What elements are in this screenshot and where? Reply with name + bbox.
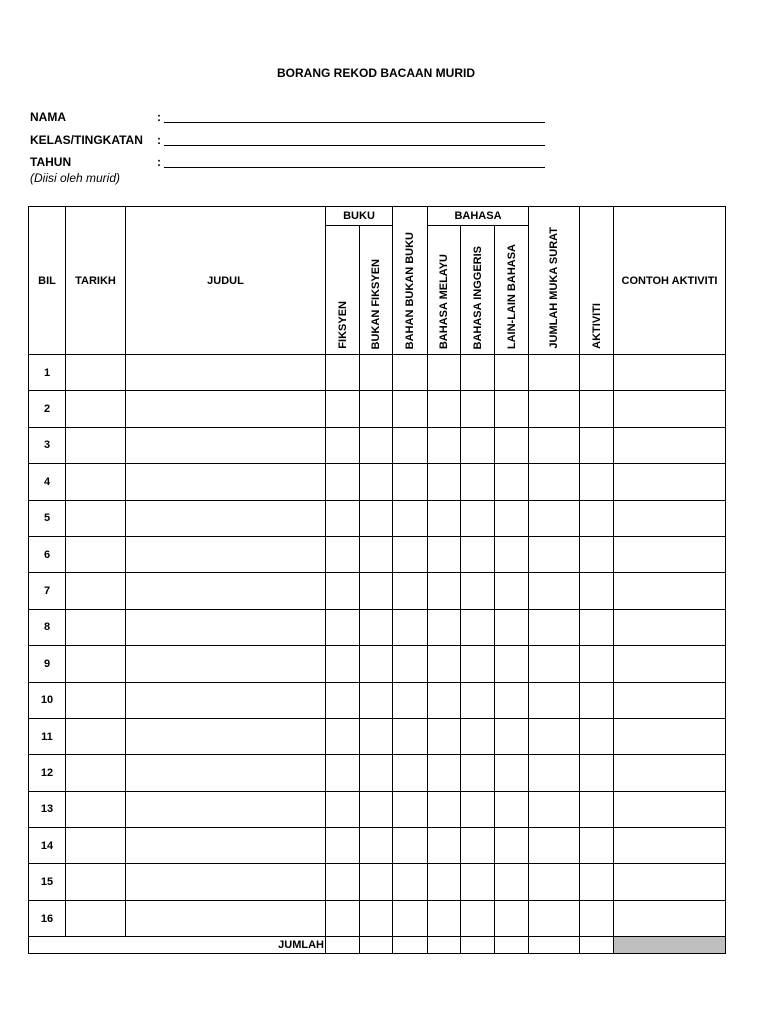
judul-cell[interactable] [126,791,326,827]
header-bahasa: BAHASA [428,207,529,226]
judul-cell[interactable] [126,646,326,682]
header-bukan-fiksyen-label: BUKAN FIKSYEN [370,258,382,349]
aktiviti-cell[interactable] [580,355,614,391]
tahun-field[interactable] [164,167,545,168]
bahan-bukan-buku-cell[interactable] [393,536,428,572]
jumlah-fiksyen-cell[interactable] [326,937,360,954]
tarikh-cell[interactable] [66,682,126,718]
fiksyen-cell[interactable] [326,355,360,391]
field-colon-kelas: : [157,133,161,147]
lain-lain-bahasa-cell[interactable] [495,791,529,827]
row-number: 3 [29,427,66,463]
jumlah-muka-surat-cell[interactable] [529,900,580,936]
tarikh-cell[interactable] [66,573,126,609]
bahan-bukan-buku-cell[interactable] [393,791,428,827]
bukan-fiksyen-cell[interactable] [360,536,393,572]
fiksyen-cell[interactable] [326,755,360,791]
bahasa-inggeris-cell[interactable] [461,464,495,500]
aktiviti-cell[interactable] [580,573,614,609]
bahan-bukan-buku-cell[interactable] [393,427,428,463]
lain-lain-bahasa-cell[interactable] [495,755,529,791]
header-bahan-bukan-buku-label: BAHAN BUKAN BUKU [404,231,416,349]
table-row [29,755,726,791]
bukan-fiksyen-cell[interactable] [360,391,393,427]
tarikh-cell[interactable] [66,464,126,500]
bahasa-inggeris-cell[interactable] [461,755,495,791]
field-colon-tahun: : [157,155,161,169]
row-number: 13 [29,791,66,827]
table-body [29,355,726,937]
bahasa-melayu-cell[interactable] [428,391,461,427]
lain-lain-bahasa-cell[interactable] [495,464,529,500]
tarikh-cell[interactable] [66,427,126,463]
lain-lain-bahasa-cell[interactable] [495,900,529,936]
bukan-fiksyen-cell[interactable] [360,718,393,754]
bahasa-melayu-cell[interactable] [428,718,461,754]
header-aktiviti [580,207,614,355]
contoh-aktiviti-cell[interactable] [614,646,726,682]
table-row [29,864,726,900]
contoh-aktiviti-cell[interactable] [614,464,726,500]
contoh-aktiviti-cell[interactable] [614,500,726,536]
contoh-aktiviti-cell[interactable] [614,718,726,754]
bahasa-inggeris-cell[interactable] [461,427,495,463]
row-number: 2 [29,391,66,427]
reading-record-table [28,206,726,954]
contoh-aktiviti-cell[interactable] [614,900,726,936]
lain-lain-bahasa-cell[interactable] [495,500,529,536]
bahan-bukan-buku-cell[interactable] [393,682,428,718]
table-row [29,718,726,754]
bukan-fiksyen-cell[interactable] [360,464,393,500]
row-number: 9 [29,646,66,682]
jumlah-muka-surat-cell[interactable] [529,573,580,609]
bahan-bukan-buku-cell[interactable] [393,755,428,791]
bahasa-inggeris-cell[interactable] [461,864,495,900]
bahasa-inggeris-cell[interactable] [461,609,495,645]
bukan-fiksyen-cell[interactable] [360,427,393,463]
bahasa-melayu-cell[interactable] [428,464,461,500]
bahasa-melayu-cell[interactable] [428,609,461,645]
form-title: BORANG REKOD BACAAN MURID [277,66,475,80]
row-number: 8 [29,609,66,645]
lain-lain-bahasa-cell[interactable] [495,573,529,609]
bahan-bukan-buku-cell[interactable] [393,646,428,682]
bahan-bukan-buku-cell[interactable] [393,609,428,645]
jumlah-muka-surat-cell[interactable] [529,682,580,718]
jumlah-muka-surat-cell[interactable] [529,536,580,572]
bahan-bukan-buku-cell[interactable] [393,828,428,864]
header-bahasa-inggeris-label: BAHASA INGGERIS [471,245,484,349]
jumlah-muka-surat-cell[interactable] [529,355,580,391]
fiksyen-cell[interactable] [326,864,360,900]
bahasa-inggeris-cell[interactable] [461,900,495,936]
aktiviti-cell[interactable] [580,646,614,682]
table-row [29,828,726,864]
bahan-bukan-buku-cell[interactable] [393,573,428,609]
lain-lain-bahasa-cell[interactable] [495,682,529,718]
jumlah-lain-lain-bahasa-cell[interactable] [495,937,529,954]
judul-cell[interactable] [126,755,326,791]
bahan-bukan-buku-cell[interactable] [393,464,428,500]
contoh-aktiviti-cell[interactable] [614,828,726,864]
jumlah-muka-surat-cell[interactable] [529,646,580,682]
field-label-tahun: TAHUN [30,155,72,169]
field-colon-nama: : [157,110,161,124]
jumlah-muka-surat-cell[interactable] [529,791,580,827]
aktiviti-cell[interactable] [580,464,614,500]
bukan-fiksyen-cell[interactable] [360,609,393,645]
header-jumlah-muka-surat [529,207,580,355]
jumlah-aktiviti-cell[interactable] [580,937,614,954]
table-row [29,391,726,427]
bahasa-inggeris-cell[interactable] [461,391,495,427]
aktiviti-cell[interactable] [580,755,614,791]
aktiviti-cell[interactable] [580,791,614,827]
tarikh-cell[interactable] [66,900,126,936]
tarikh-cell[interactable] [66,536,126,572]
fiksyen-cell[interactable] [326,573,360,609]
fiksyen-cell[interactable] [326,646,360,682]
aktiviti-cell[interactable] [580,682,614,718]
row-number: 11 [29,718,66,754]
bukan-fiksyen-cell[interactable] [360,646,393,682]
jumlah-muka-surat-cell[interactable] [529,828,580,864]
tarikh-cell[interactable] [66,500,126,536]
judul-cell[interactable] [126,355,326,391]
contoh-aktiviti-cell[interactable] [614,355,726,391]
header-bahasa-inggeris [461,226,495,355]
header-bahasa-melayu [428,226,461,355]
judul-cell[interactable] [126,828,326,864]
bahan-bukan-buku-cell[interactable] [393,500,428,536]
header-tarikh: TARIKH [66,207,126,355]
contoh-aktiviti-cell[interactable] [614,536,726,572]
bukan-fiksyen-cell[interactable] [360,682,393,718]
fiksyen-cell[interactable] [326,718,360,754]
fiksyen-cell[interactable] [326,536,360,572]
bahasa-inggeris-cell[interactable] [461,355,495,391]
jumlah-label: JUMLAH [29,937,326,954]
row-number: 14 [29,828,66,864]
tarikh-cell[interactable] [66,828,126,864]
header-aktiviti-label: AKTIVITI [590,303,603,349]
header-jumlah-muka-surat-label: JUMLAH MUKA SURAT [548,227,561,349]
table-row [29,900,726,936]
bahan-bukan-buku-cell[interactable] [393,355,428,391]
bahan-bukan-buku-cell[interactable] [393,900,428,936]
judul-cell[interactable] [126,609,326,645]
contoh-aktiviti-cell[interactable] [614,682,726,718]
tarikh-cell[interactable] [66,609,126,645]
form-note: (Diisi oleh murid) [30,171,121,185]
fiksyen-cell[interactable] [326,828,360,864]
fiksyen-cell[interactable] [326,609,360,645]
jumlah-bukan-fiksyen-cell[interactable] [360,937,393,954]
jumlah-bahan-bukan-buku-cell[interactable] [393,937,428,954]
bukan-fiksyen-cell[interactable] [360,573,393,609]
aktiviti-cell[interactable] [580,900,614,936]
bahan-bukan-buku-cell[interactable] [393,391,428,427]
jumlah-muka-surat-cell[interactable] [529,464,580,500]
bukan-fiksyen-cell[interactable] [360,755,393,791]
contoh-aktiviti-cell[interactable] [614,427,726,463]
lain-lain-bahasa-cell[interactable] [495,427,529,463]
row-number: 10 [29,682,66,718]
bahasa-inggeris-cell[interactable] [461,791,495,827]
bahasa-melayu-cell[interactable] [428,755,461,791]
field-label-kelas: KELAS/TINGKATAN [30,133,143,147]
jumlah-bahasa-inggeris-cell[interactable] [461,937,495,954]
bahasa-inggeris-cell[interactable] [461,536,495,572]
table-row [29,609,726,645]
aktiviti-cell[interactable] [580,500,614,536]
field-label-nama: NAMA [30,110,66,124]
table-row [29,464,726,500]
fiksyen-cell[interactable] [326,427,360,463]
row-number: 12 [29,755,66,791]
table-row [29,427,726,463]
bahasa-melayu-cell[interactable] [428,900,461,936]
jumlah-muka-surat-cell[interactable] [529,500,580,536]
table-row [29,355,726,391]
header-bahan-bukan-buku [393,207,428,355]
row-number: 4 [29,464,66,500]
fiksyen-cell[interactable] [326,900,360,936]
contoh-aktiviti-cell[interactable] [614,791,726,827]
bukan-fiksyen-cell[interactable] [360,900,393,936]
table-row [29,573,726,609]
jumlah-muka-surat-cell[interactable] [529,718,580,754]
bahasa-melayu-cell[interactable] [428,500,461,536]
aktiviti-cell[interactable] [580,427,614,463]
jumlah-muka-surat-cell[interactable] [529,864,580,900]
row-number: 16 [29,900,66,936]
bahasa-melayu-cell[interactable] [428,682,461,718]
bahasa-melayu-cell[interactable] [428,791,461,827]
fiksyen-cell[interactable] [326,791,360,827]
header-fiksyen-label: FIKSYEN [336,301,349,349]
jumlah-muka-surat-cell[interactable] [529,937,580,954]
tarikh-cell[interactable] [66,718,126,754]
bahasa-inggeris-cell[interactable] [461,646,495,682]
table-row [29,791,726,827]
header-judul: JUDUL [126,207,326,355]
bahasa-melayu-cell[interactable] [428,427,461,463]
header-bukan-fiksyen [360,226,393,355]
aktiviti-cell[interactable] [580,718,614,754]
lain-lain-bahasa-cell[interactable] [495,864,529,900]
contoh-aktiviti-cell[interactable] [614,573,726,609]
judul-cell[interactable] [126,682,326,718]
row-number: 15 [29,864,66,900]
judul-cell[interactable] [126,718,326,754]
aktiviti-cell[interactable] [580,609,614,645]
row-number: 1 [29,355,66,391]
bahasa-inggeris-cell[interactable] [461,500,495,536]
kelas-tingkatan-field[interactable] [164,145,545,146]
judul-cell[interactable] [126,391,326,427]
table-row [29,682,726,718]
table-row [29,500,726,536]
row-number: 5 [29,500,66,536]
judul-cell[interactable] [126,900,326,936]
lain-lain-bahasa-cell[interactable] [495,536,529,572]
contoh-aktiviti-cell[interactable] [614,755,726,791]
lain-lain-bahasa-cell[interactable] [495,828,529,864]
bukan-fiksyen-cell[interactable] [360,355,393,391]
tarikh-cell[interactable] [66,791,126,827]
judul-cell[interactable] [126,536,326,572]
fiksyen-cell[interactable] [326,682,360,718]
tarikh-cell[interactable] [66,864,126,900]
row-number: 6 [29,536,66,572]
tarikh-cell[interactable] [66,391,126,427]
aktiviti-cell[interactable] [580,864,614,900]
bukan-fiksyen-cell[interactable] [360,791,393,827]
bahasa-inggeris-cell[interactable] [461,682,495,718]
aktiviti-cell[interactable] [580,391,614,427]
header-lain-lain-bahasa-label: LAIN-LAIN BAHASA [505,243,518,349]
contoh-aktiviti-cell[interactable] [614,864,726,900]
lain-lain-bahasa-cell[interactable] [495,646,529,682]
nama-field[interactable] [164,122,545,123]
bahan-bukan-buku-cell[interactable] [393,718,428,754]
table-row [29,536,726,572]
header-bahasa-melayu-label: BAHASA MELAYU [438,253,450,349]
bahasa-melayu-cell[interactable] [428,646,461,682]
bahasa-melayu-cell[interactable] [428,573,461,609]
lain-lain-bahasa-cell[interactable] [495,391,529,427]
bahasa-melayu-cell[interactable] [428,828,461,864]
jumlah-muka-surat-cell[interactable] [529,609,580,645]
bahan-bukan-buku-cell[interactable] [393,864,428,900]
jumlah-bahasa-melayu-cell[interactable] [428,937,461,954]
table-row [29,646,726,682]
judul-cell[interactable] [126,864,326,900]
bahasa-melayu-cell[interactable] [428,864,461,900]
fiksyen-cell[interactable] [326,464,360,500]
judul-cell[interactable] [126,464,326,500]
contoh-aktiviti-cell[interactable] [614,609,726,645]
bukan-fiksyen-cell[interactable] [360,864,393,900]
header-bil: BIL [29,207,66,355]
bukan-fiksyen-cell[interactable] [360,500,393,536]
fiksyen-cell[interactable] [326,391,360,427]
jumlah-muka-surat-cell[interactable] [529,427,580,463]
lain-lain-bahasa-cell[interactable] [495,609,529,645]
jumlah-shaded-cell [614,937,726,954]
judul-cell[interactable] [126,500,326,536]
bahasa-melayu-cell[interactable] [428,536,461,572]
bahasa-inggeris-cell[interactable] [461,828,495,864]
bahasa-melayu-cell[interactable] [428,355,461,391]
aktiviti-cell[interactable] [580,536,614,572]
bahasa-inggeris-cell[interactable] [461,718,495,754]
jumlah-muka-surat-cell[interactable] [529,391,580,427]
bukan-fiksyen-cell[interactable] [360,828,393,864]
tarikh-cell[interactable] [66,355,126,391]
lain-lain-bahasa-cell[interactable] [495,718,529,754]
tarikh-cell[interactable] [66,646,126,682]
header-contoh-aktiviti: CONTOH AKTIVITI [614,207,726,355]
lain-lain-bahasa-cell[interactable] [495,355,529,391]
judul-cell[interactable] [126,573,326,609]
jumlah-muka-surat-cell[interactable] [529,755,580,791]
header-fiksyen [326,226,360,355]
bahasa-inggeris-cell[interactable] [461,573,495,609]
judul-cell[interactable] [126,427,326,463]
aktiviti-cell[interactable] [580,828,614,864]
tarikh-cell[interactable] [66,755,126,791]
header-buku: BUKU [326,207,393,226]
row-number: 7 [29,573,66,609]
header-lain-lain-bahasa [495,226,529,355]
contoh-aktiviti-cell[interactable] [614,391,726,427]
fiksyen-cell[interactable] [326,500,360,536]
